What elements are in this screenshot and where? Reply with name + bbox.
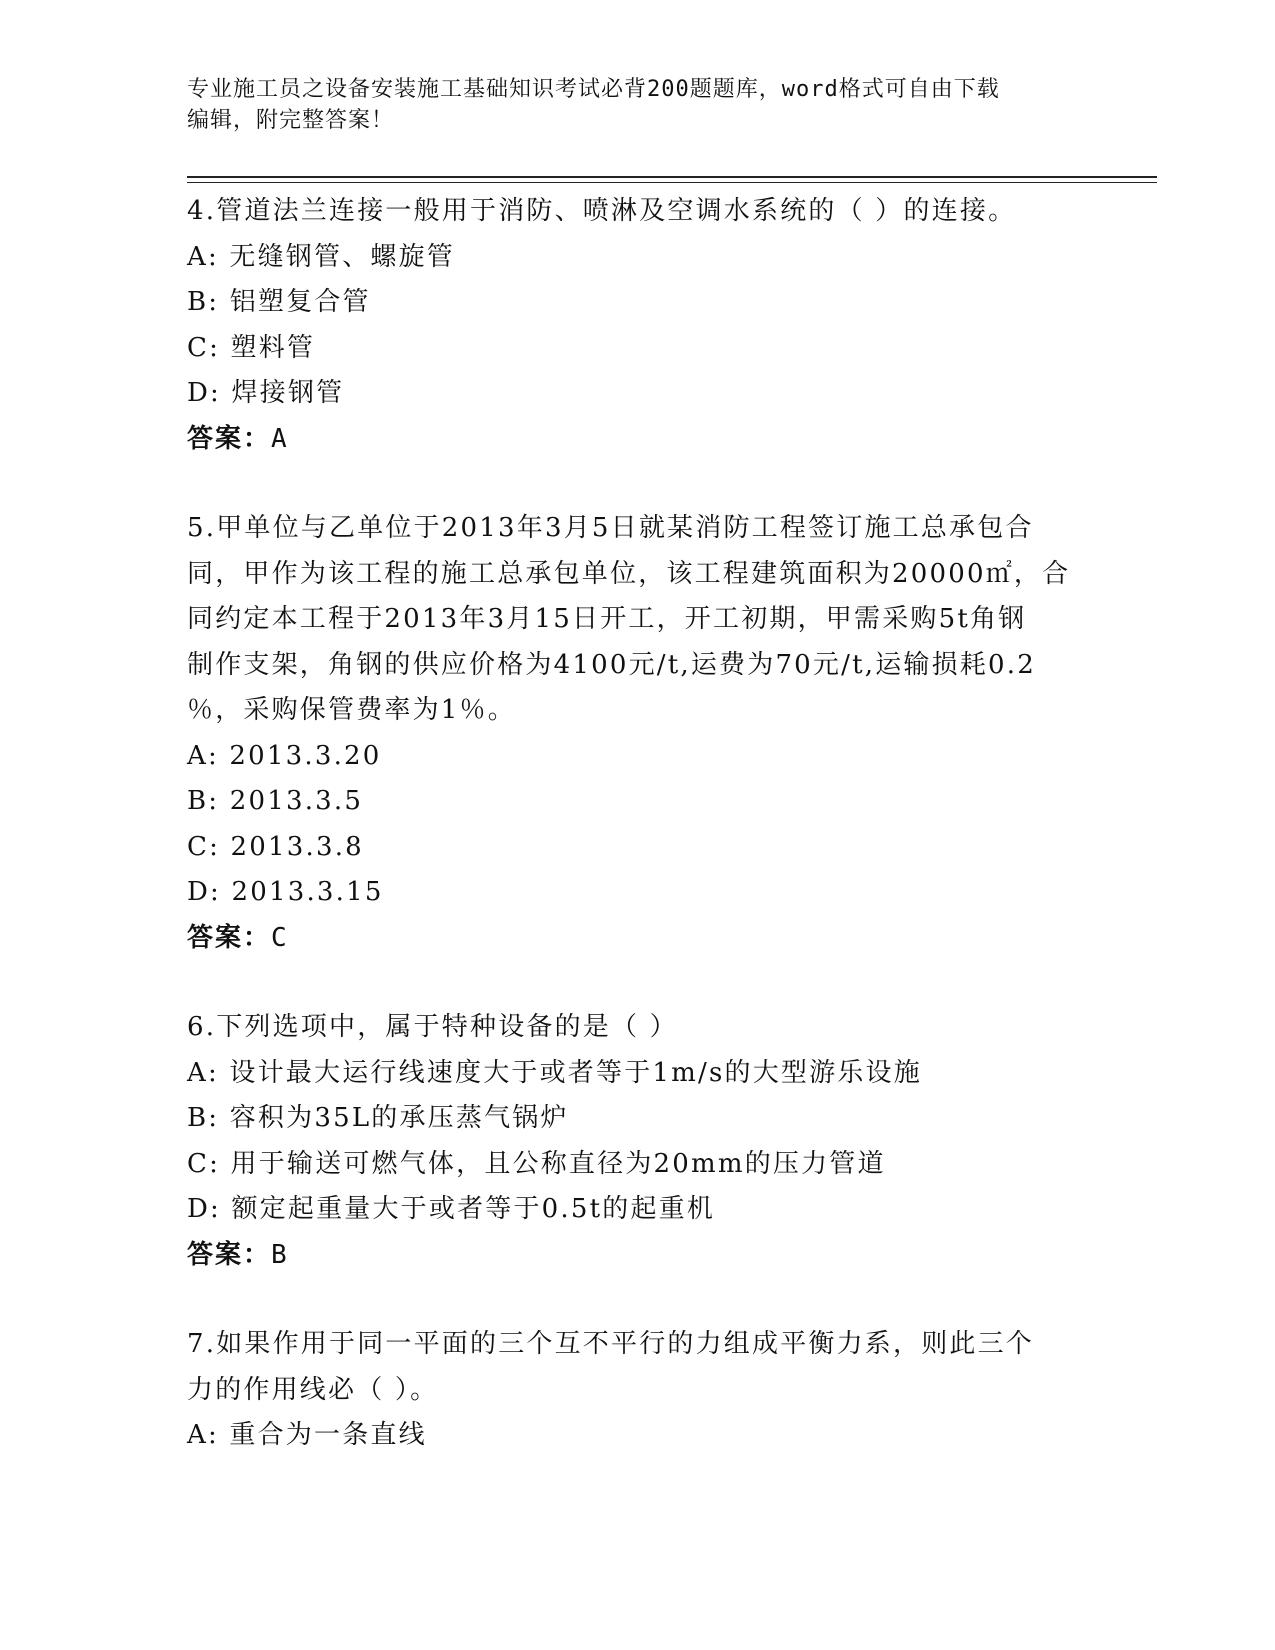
question-stem: 6.下列选项中，属于特种设备的是（ ）: [187, 1012, 678, 1042]
question-stem-line: 力的作用线必（ ）。: [187, 1374, 439, 1405]
option-c: C: 塑料管: [187, 332, 316, 363]
option-d: D: 焊接钢管: [187, 378, 345, 408]
header-line-2: 编辑，附完整答案！: [187, 108, 395, 133]
header-divider-thin: [187, 182, 1157, 183]
question-5: [187, 506, 1087, 961]
question-stem-line: 同约定本工程于2013年3月15日开工，开工初期，甲需采购5t角钢: [187, 604, 1027, 634]
option-c: C: 2013.3.8: [187, 831, 364, 862]
question-7: [187, 1322, 1087, 1459]
option-d: D: 2013.3.15: [187, 877, 384, 907]
question-4: [187, 189, 1087, 462]
option-a: A: 设计最大运行线速度大于或者等于1m/s的大型游乐设施: [187, 1057, 922, 1088]
answer-value: C: [271, 922, 288, 953]
option-b: B: 铝塑复合管: [187, 287, 371, 317]
question-stem-line: 同，甲作为该工程的施工总承包单位，该工程建筑面积为20000㎡，合: [187, 558, 1071, 589]
question-list: [187, 189, 1087, 1503]
option-a: A: 2013.3.20: [187, 740, 382, 771]
question-stem-line: 5.甲单位与乙单位于2013年3月5日就某消防工程签订施工总承包合: [187, 513, 1034, 543]
question-stem: 4.管道法兰连接一般用于消防、喷淋及空调水系统的（ ）的连接。: [187, 196, 1017, 226]
header-line-1: 专业施工员之设备安装施工基础知识考试必背200题题库，word格式可自由下载: [187, 77, 1000, 102]
answer-value: B: [271, 1239, 288, 1270]
header-divider-thick: [187, 176, 1157, 178]
question-stem-line: ％，采购保管费率为1％。: [187, 695, 516, 725]
answer-label: 答案：: [187, 423, 272, 454]
answer-label: 答案：: [187, 1239, 272, 1270]
answer-line: [187, 417, 1087, 463]
question-stem-line: 7.如果作用于同一平面的三个互不平行的力组成平衡力系，则此三个: [187, 1329, 1035, 1359]
option-c: C: 用于输送可燃气体，且公称直径为20mm的压力管道: [187, 1148, 886, 1179]
option-b: B: 容积为35L的承压蒸气锅炉: [187, 1103, 569, 1133]
option-a: A: 重合为一条直线: [187, 1420, 427, 1450]
question-6: [187, 1005, 1087, 1278]
option-a: A: 无缝钢管、螺旋管: [187, 241, 456, 272]
option-d: D: 额定起重量大于或者等于0.5t的起重机: [187, 1194, 716, 1224]
answer-line: [187, 1233, 1087, 1279]
option-b: B: 2013.3.5: [187, 786, 364, 816]
answer-value: A: [271, 423, 288, 454]
document-header: [187, 74, 1087, 136]
question-stem-line: 制作支架，角钢的供应价格为4100元/t,运费为70元/t,运输损耗0.2: [187, 649, 1036, 680]
answer-label: 答案：: [187, 922, 272, 953]
answer-line: [187, 916, 1087, 962]
